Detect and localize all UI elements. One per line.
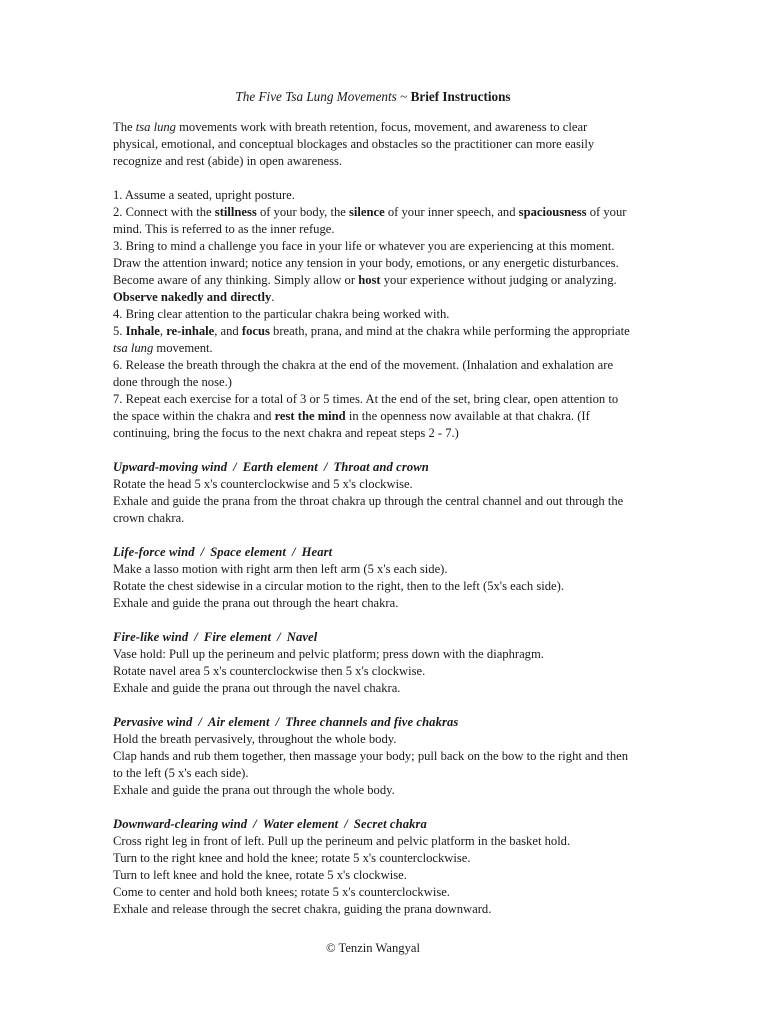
heading-wind: Life-force wind — [113, 545, 195, 559]
intro-paragraph — [113, 119, 633, 170]
heading-wind: Pervasive wind — [113, 715, 193, 729]
step-1: 1. Assume a seated, upright posture. — [113, 188, 295, 202]
step-3-text: your experience without judging or analyzing. — [380, 273, 617, 287]
heading-separator: / — [344, 817, 348, 831]
heading-wind: Upward-moving wind — [113, 460, 228, 474]
step-4: 4. Bring clear attention to the particular chakra being worked with. — [113, 307, 450, 321]
heading-separator: / — [323, 460, 328, 474]
heading-element: Water element — [262, 817, 339, 831]
intro-post: movements work with breath retention, focus, movement, and awareness to clear physical, emotional, and conceptual blockages and obstacles so the practitioner can more easily recognize and rest (abide) in open awareness. — [113, 120, 595, 168]
section-line: Vase hold: Pull up the perineum and pelvic platform; press down with the diaphragm. — [113, 647, 544, 661]
heading-separator: / — [292, 545, 296, 559]
section-line: Exhale and guide the prana out through the whole body. — [113, 783, 395, 797]
section-line: Clap hands and rub them together, then massage your body; pull back on the bow to the right and then to the left (5 x's each side). — [113, 749, 629, 780]
section-heading — [113, 816, 633, 833]
step-6: 6. Release the breath through the chakra at the end of the movement. (Inhalation and exhalation are done through the nose.) — [113, 358, 614, 389]
heading-separator: / — [233, 460, 237, 474]
step-5-text: , and — [214, 324, 242, 338]
heading-chakra: Secret chakra — [353, 817, 427, 831]
step-5-text: 5. — [113, 324, 126, 338]
step-5-term: tsa lung — [113, 341, 154, 355]
heading-separator: / — [253, 817, 257, 831]
section-downward-wind — [113, 816, 633, 918]
section-heading — [113, 544, 633, 561]
step-3-host: host — [358, 273, 381, 287]
title-bold: Brief Instructions — [410, 89, 511, 104]
step-7 — [113, 391, 633, 442]
copyright-footer: © Tenzin Wangyal — [326, 941, 420, 955]
heading-separator: / — [275, 715, 280, 729]
section-heading — [113, 629, 633, 646]
step-3-text: . — [271, 290, 275, 304]
step-3-text: 3. Bring to mind a challenge you face in your life or whatever you are experiencing at this moment. Draw the attention inward; notice any tension in your body, emotions, or any energetic disturbances. Become aware of any thinking. Simply allow or — [113, 239, 619, 287]
heading-separator: / — [277, 630, 281, 644]
section-line: Exhale and guide the prana out through the navel chakra. — [113, 681, 401, 695]
section-line: Cross right leg in front of left. Pull up the perineum and pelvic platform in the basket hold. — [113, 834, 571, 848]
heading-separator: / — [198, 715, 203, 729]
section-line: Rotate the head 5 x's counterclockwise and 5 x's clockwise. — [113, 477, 413, 491]
heading-separator: / — [194, 630, 198, 644]
heading-wind: Downward-clearing wind — [113, 817, 248, 831]
step-2-text: of your body, the — [256, 205, 350, 219]
section-heading — [113, 459, 633, 476]
step-2 — [113, 204, 633, 238]
step-5-text: breath, prana, and mind at the chakra while performing the appropriate — [269, 324, 630, 338]
intro-pre: The — [113, 120, 136, 134]
step-5-focus: focus — [241, 324, 270, 338]
section-life-force-wind — [113, 544, 633, 612]
section-line: Rotate the chest sidewise in a circular motion to the right, then to the left (5x's each side). — [113, 579, 564, 593]
heading-element: Space element — [210, 545, 286, 559]
step-7-text: 7. Repeat each exercise for a total of 3 or 5 times. At the end of the set, bring clear, open attention to the space within the chakra and — [113, 392, 619, 423]
step-3-observe: Observe nakedly and directly — [113, 290, 272, 304]
section-line: Make a lasso motion with right arm then left arm (5 x's each side). — [113, 562, 448, 576]
heading-chakra: Navel — [286, 630, 318, 644]
heading-element: Earth element — [242, 460, 318, 474]
steps-list — [113, 187, 633, 442]
step-5-reinhale: re-inhale — [166, 324, 215, 338]
heading-chakra: Heart — [301, 545, 333, 559]
step-2-text: 2. Connect with the — [113, 205, 215, 219]
section-heading — [113, 714, 633, 731]
section-line: Hold the breath pervasively, throughout the whole body. — [113, 732, 397, 746]
section-pervasive-wind — [113, 714, 633, 799]
step-2-stillness: stillness — [214, 205, 257, 219]
document-title — [113, 88, 633, 105]
section-fire-like-wind — [113, 629, 633, 697]
step-2-spaciousness: spaciousness — [518, 205, 587, 219]
step-2-silence: silence — [349, 205, 385, 219]
title-italic: The Five Tsa Lung Movements — [235, 89, 397, 104]
heading-chakra: Throat and crown — [333, 460, 429, 474]
heading-wind: Fire-like wind — [113, 630, 189, 644]
step-5-inhale: Inhale — [125, 324, 160, 338]
step-2-text: of your mind. This is referred to as the inner refuge. — [113, 205, 627, 236]
section-line: Exhale and guide the prana out through the heart chakra. — [113, 596, 399, 610]
intro-term: tsa lung — [135, 120, 176, 134]
heading-chakra: Three channels and five chakras — [285, 715, 459, 729]
heading-separator: / — [200, 545, 205, 559]
title-separator: ~ — [396, 89, 411, 104]
document-page — [113, 88, 633, 935]
section-line: Exhale and guide the prana from the throat chakra up through the central channel and out through the crown chakra. — [113, 494, 624, 525]
section-line: Turn to the right knee and hold the knee; rotate 5 x's counterclockwise. — [113, 851, 471, 865]
step-7-text: in the openness now available at that chakra. (If continuing, bring the focus to the next chakra and repeat steps 2 - 7.) — [113, 409, 590, 440]
step-5 — [113, 323, 633, 357]
step-5-text: , — [159, 324, 167, 338]
section-upward-wind — [113, 459, 633, 527]
section-line: Exhale and release through the secret chakra, guiding the prana downward. — [113, 902, 492, 916]
step-5-text: movement. — [153, 341, 213, 355]
section-line: Come to center and hold both knees; rotate 5 x's counterclockwise. — [113, 885, 450, 899]
heading-element: Fire element — [203, 630, 272, 644]
section-line: Turn to left knee and hold the knee, rotate 5 x's clockwise. — [113, 868, 407, 882]
step-7-rest: rest the mind — [274, 409, 346, 423]
heading-element: Air element — [208, 715, 270, 729]
step-2-text: of your inner speech, and — [384, 205, 519, 219]
step-3 — [113, 238, 633, 306]
section-line: Rotate navel area 5 x's counterclockwise then 5 x's clockwise. — [113, 664, 426, 678]
